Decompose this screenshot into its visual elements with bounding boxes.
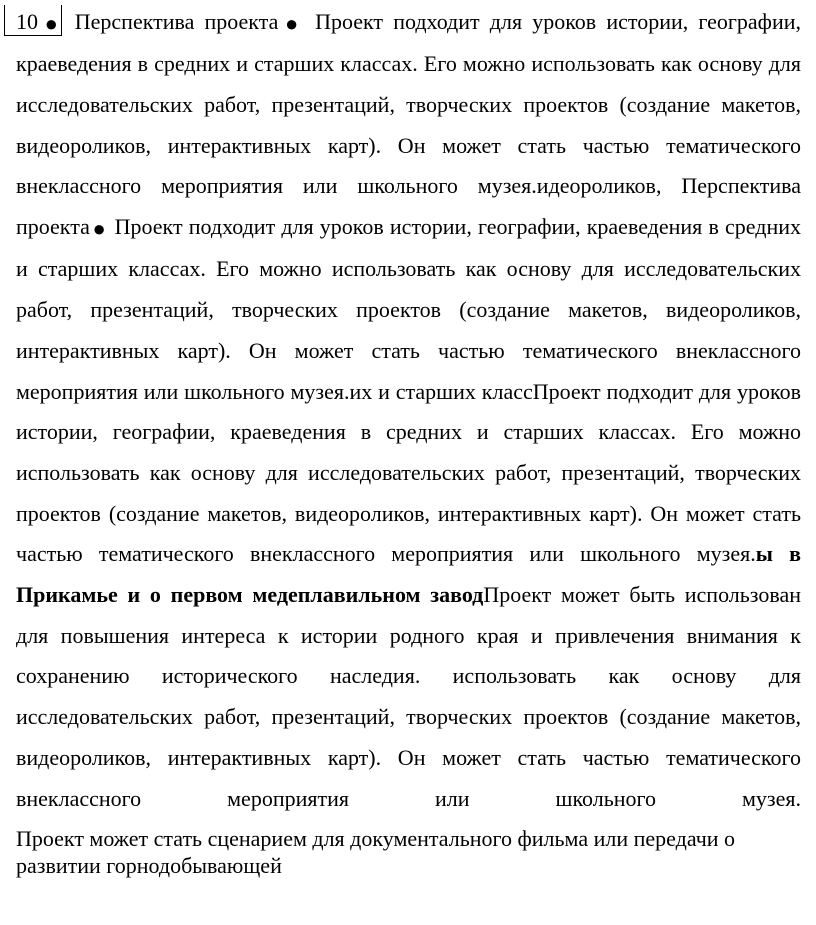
section-text-4: Проект может быть использован для повышения интереса к истории родного края и привлечения внимания к сохранению исторического наследия. xyxy=(16,582,801,689)
bullet-icon: ● xyxy=(40,10,63,36)
section-text-2: Проект подходит для уроков истории, географии, краеведения в средних и старших классах. Его можно использовать как основу для исследовательских работ, презентаций, творческих проектов (создание макетов, видеороликов, интерактивных карт). Он может стать частью тематического внеклассного мероприятия или школьного музея. xyxy=(16,214,801,404)
section-title-2: Перспектива проекта xyxy=(16,173,802,240)
main-paragraph xyxy=(16,2,801,819)
overlap-fragment-2: их и старших класс xyxy=(349,378,533,404)
page-number: 10 xyxy=(16,9,38,34)
final-paragraph: Проект может стать сценарием для документального фильма или передачи о развитии горнодобывающей xyxy=(16,826,736,879)
overlap-fragment-1: идеороликов, xyxy=(536,173,662,199)
section-text-5: использовать как основу для исследовательских работ, презентаций, творческих проектов (создание макетов, видеороликов, интерактивных карт). Он может стать частью тематического внеклассного мероприятия или школьного музея. xyxy=(16,663,801,811)
overlap-fragment-3-bold: ы в Прикамье и о первом медеплавильном завод xyxy=(16,541,801,608)
bullet-icon: ● xyxy=(280,10,303,36)
bullet-icon: ● xyxy=(91,215,107,241)
document-body xyxy=(16,2,801,879)
section-title-1: Перспектива проекта xyxy=(74,9,279,34)
section-text-1: Проект подходит для уроков истории, географии, краеведения в средних и старших классах. Его можно использовать как основу для исследовательских работ, презентаций, творческих проектов (создание макетов, видеороликов, интерактивных карт). Он может стать частью тематического внеклассного мероприятия или школьного музея. xyxy=(16,9,801,199)
section-text-3: Проект подходит для уроков истории, географии, краеведения в средних и старших классах. Его можно использовать как основу для исследовательских работ, презентаций, творческих проектов (создание макетов, видеороликов, интерактивных карт). Он может стать частью тематического внеклассного мероприятия или школьного музея. xyxy=(16,378,801,567)
